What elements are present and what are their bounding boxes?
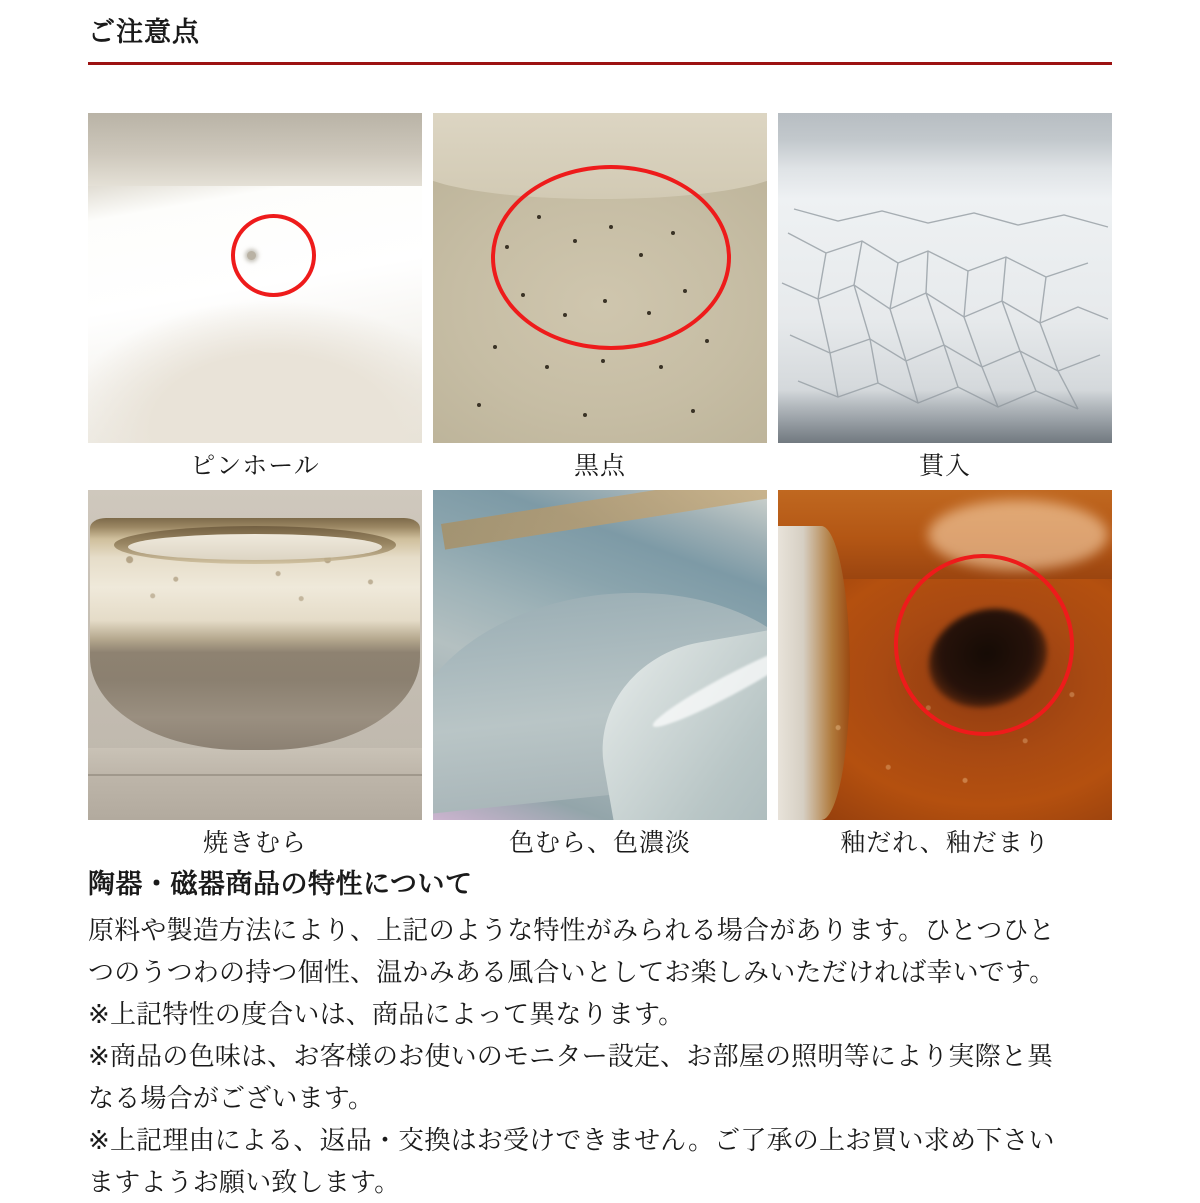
caption-color-unevenness: 色むら、色濃淡 — [508, 829, 691, 857]
photo-color-unevenness — [433, 490, 767, 820]
photo-firing-unevenness — [88, 490, 422, 820]
gallery-item-pinhole — [88, 113, 422, 490]
notes-line: ますようお願い致します。 — [88, 1167, 401, 1197]
notes-line: 原料や製造方法により、上記のような特性がみられる場合があります。ひとつひと — [88, 915, 1055, 945]
notes-line: つのうつわの持つ個性、温かみある風合いとしてお楽しみいただければ幸いです。 — [88, 957, 1056, 987]
defect-gallery — [88, 113, 1112, 867]
highlight-circle — [231, 214, 316, 297]
gallery-item-firing-unevenness — [88, 490, 422, 867]
header-divider — [88, 62, 1112, 65]
gallery-row — [88, 490, 1112, 867]
caption-pinhole: ピンホール — [190, 452, 320, 480]
notes-line: ※上記特性の度合いは、商品によって異なります。 — [88, 999, 685, 1029]
highlight-circle — [491, 165, 731, 350]
caption-glaze-run: 釉だれ、釉だまり — [840, 829, 1050, 857]
page-title: ご注意点 — [88, 17, 200, 47]
caption-black-specks: 黒点 — [573, 452, 626, 480]
photo-glaze-run — [778, 490, 1112, 820]
pinhole-defect-dot — [247, 251, 256, 260]
gallery-item-color-unevenness — [433, 490, 767, 867]
gallery-item-glaze-run — [778, 490, 1112, 867]
caption-crazing: 貫入 — [918, 452, 971, 480]
notes-line: ※上記理由による、返品・交換はお受けできません。ご了承の上お買い求め下さい — [88, 1125, 1055, 1155]
photo-black-specks — [433, 113, 767, 443]
notes-line: ※商品の色味は、お客様のお使いのモニター設定、お部屋の照明等により実際と異 — [88, 1041, 1054, 1071]
caption-firing-unevenness: 焼きむら — [202, 829, 307, 857]
notes-heading: 陶器・磁器商品の特性について — [88, 869, 473, 899]
gallery-item-crazing — [778, 113, 1112, 490]
photo-pinhole — [88, 113, 422, 443]
gallery-row — [88, 113, 1112, 490]
photo-crazing — [778, 113, 1112, 443]
notes-section — [88, 862, 1118, 1203]
gallery-item-black-specks — [433, 113, 767, 490]
notes-line: なる場合がございます。 — [88, 1083, 375, 1113]
